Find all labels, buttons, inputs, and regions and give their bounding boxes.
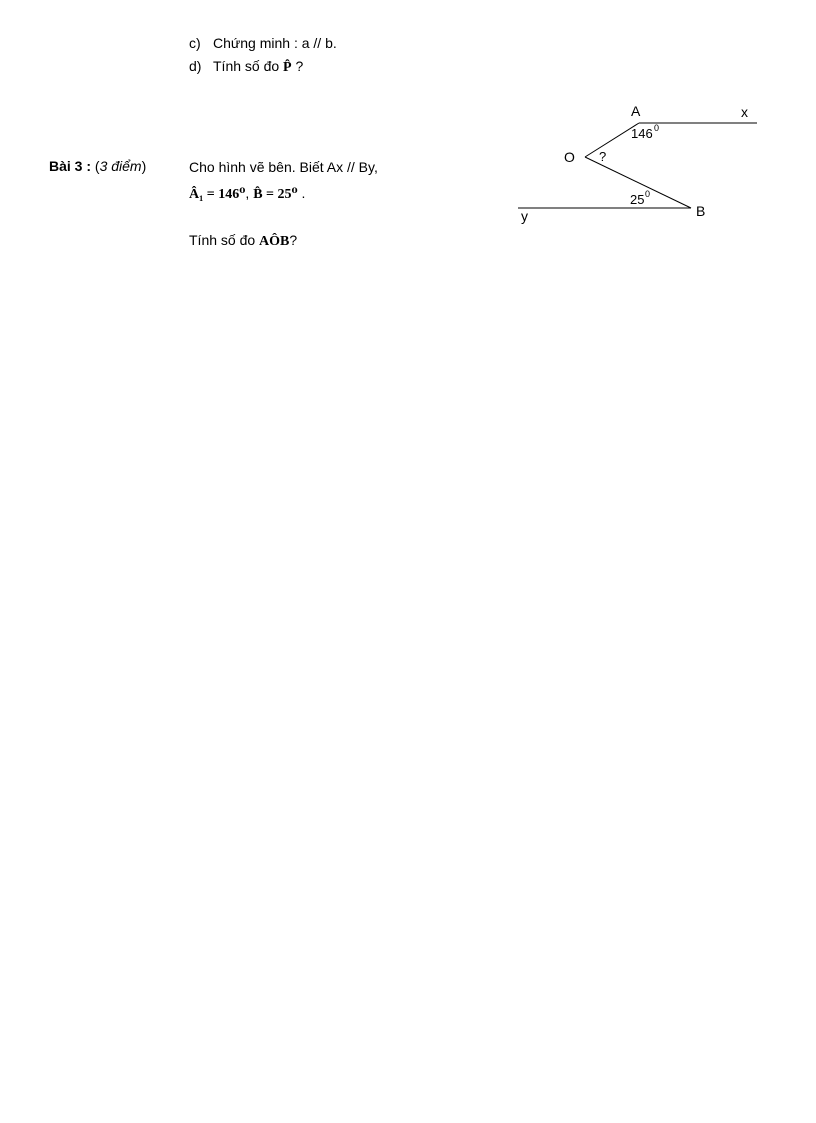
angle-b-degree: 0 bbox=[645, 189, 651, 199]
problem3-title: Bài 3 : bbox=[49, 158, 92, 174]
label-a: A bbox=[631, 103, 641, 119]
given-angle-a: Â₁ = 146⁰ bbox=[189, 187, 246, 202]
label-o: O bbox=[564, 149, 575, 165]
problem3-points-close: ) bbox=[141, 158, 147, 174]
part-d-angle: P̂ bbox=[283, 60, 292, 75]
part-c-label: c) bbox=[189, 35, 201, 51]
part-d-text: Tính số đo bbox=[213, 58, 280, 74]
problem3-statement: Cho hình vẽ bên. Biết Ax // By, bbox=[189, 159, 378, 175]
part-d-line bbox=[189, 57, 303, 77]
part-c-text: Chứng minh : a // b. bbox=[213, 35, 337, 51]
label-y: y bbox=[521, 208, 528, 224]
angle-o-value: ? bbox=[599, 149, 607, 164]
given-end: . bbox=[301, 185, 306, 201]
angle-a-value: 146 bbox=[631, 126, 653, 141]
question-mark: ? bbox=[289, 232, 298, 248]
problem3-heading bbox=[49, 157, 146, 175]
problem3-question bbox=[189, 231, 297, 251]
part-d-question-mark: ? bbox=[295, 58, 304, 74]
problem3-given bbox=[189, 184, 305, 204]
angle-a-degree: 0 bbox=[654, 123, 660, 133]
problem3-points-open: ( bbox=[94, 158, 100, 174]
given-angle-b: B̂ = 25⁰ bbox=[253, 187, 298, 202]
label-x: x bbox=[741, 104, 748, 120]
geometry-figure bbox=[500, 95, 780, 235]
part-c-line bbox=[189, 34, 337, 52]
given-separator: , bbox=[245, 185, 250, 201]
problem3-points: 3 điểm bbox=[99, 158, 142, 174]
question-angle: AÔB bbox=[259, 234, 290, 249]
label-b: B bbox=[696, 203, 706, 219]
question-text: Tính số đo bbox=[189, 232, 256, 248]
part-d-label: d) bbox=[189, 58, 202, 74]
angle-b-value: 25 bbox=[630, 192, 645, 207]
